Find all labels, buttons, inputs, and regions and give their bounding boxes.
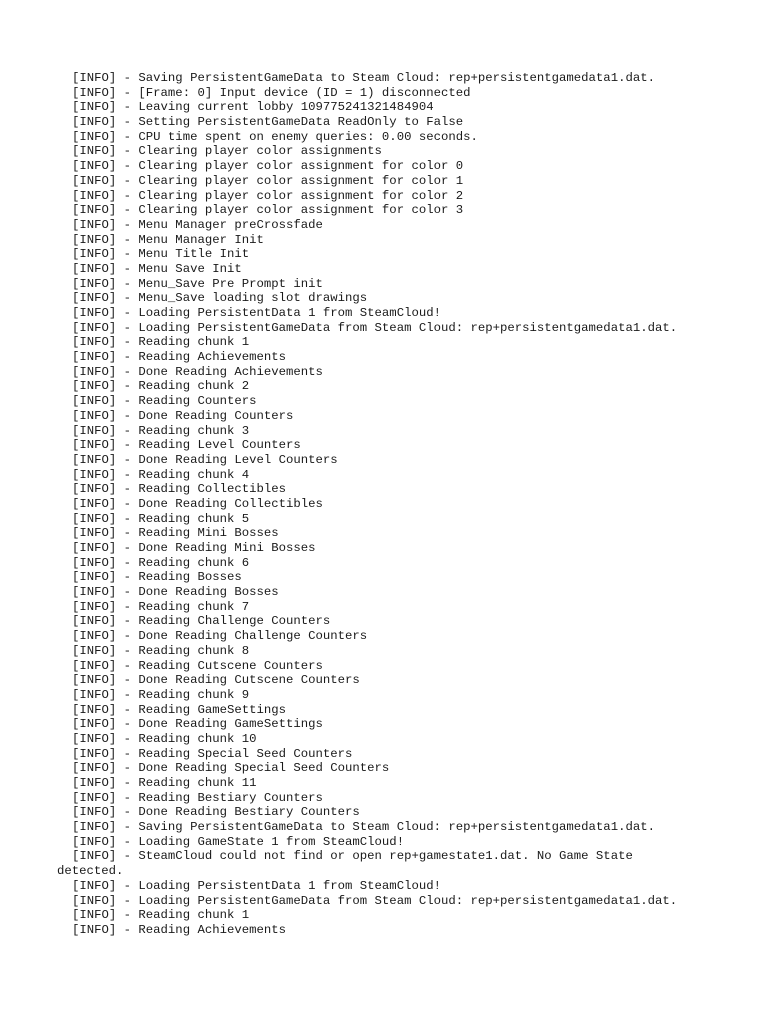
log-line: [INFO] - Reading chunk 6 <box>72 555 250 570</box>
log-line: [INFO] - Reading Achievements <box>72 922 287 937</box>
log-line: [INFO] - Setting PersistentGameData ReadOnly to False <box>72 115 464 130</box>
log-line: [INFO] - Reading chunk 9 <box>72 687 250 702</box>
log-line: [INFO] - Saving PersistentGameData to Steam Cloud: rep+persistentgamedata1.dat. <box>72 71 655 85</box>
log-line: [INFO] - Reading chunk 1 <box>72 908 250 923</box>
log-line: [INFO] - Clearing player color assignment for color 0 <box>72 159 464 174</box>
log-line: [INFO] - Reading Level Counters <box>72 438 301 453</box>
log-line: [INFO] - Reading chunk 7 <box>72 599 250 614</box>
log-line: [INFO] - Reading Cutscene Counters <box>72 658 323 673</box>
log-line: [INFO] - Loading PersistentGameData from Steam Cloud: rep+persistentgamedata1.dat. <box>72 320 678 335</box>
log-line: [INFO] - Leaving current lobby 109775241321484904 <box>72 100 434 115</box>
log-line: [INFO] - Done Reading Cutscene Counters <box>72 673 360 688</box>
log-line: [INFO] - Saving PersistentGameData to Steam Cloud: rep+persistentgamedata1.dat. <box>72 820 655 835</box>
log-line: [INFO] - Reading Bosses <box>72 570 242 585</box>
log-line-continuation: detected. <box>57 864 124 879</box>
log-line: [INFO] - Done Reading Collectibles <box>72 496 323 511</box>
log-line: [INFO] - Loading PersistentData 1 from SteamCloud! <box>72 878 441 893</box>
log-line: [INFO] - Done Reading Mini Bosses <box>72 541 316 555</box>
log-line: [INFO] - Done Reading Bosses <box>72 585 279 600</box>
log-line: [INFO] - Menu Manager preCrossfade <box>72 217 323 232</box>
log-line: [INFO] - Done Reading Achievements <box>72 364 323 379</box>
log-line: [INFO] - Reading chunk 10 <box>72 731 257 746</box>
log-line: [INFO] - Reading Mini Bosses <box>72 526 279 541</box>
log-line: [INFO] - Menu_Save loading slot drawings <box>72 291 368 306</box>
log-line: [INFO] - Menu_Save Pre Prompt init <box>72 276 323 291</box>
log-line: [INFO] - Clearing player color assignment for color 2 <box>72 188 464 203</box>
log-line: [INFO] - Reading Bestiary Counters <box>72 790 323 805</box>
log-line: [INFO] - Done Reading Bestiary Counters <box>72 805 360 820</box>
log-line: [INFO] - Reading Counters <box>72 394 257 409</box>
log-line: [INFO] - Reading chunk 8 <box>72 643 250 658</box>
log-line: [INFO] - Menu Manager Init <box>72 232 264 247</box>
log-line: [INFO] - Loading PersistentData 1 from SteamCloud! <box>72 306 441 320</box>
log-line: [INFO] - Reading chunk 1 <box>72 335 250 350</box>
log-line: [INFO] - Reading Special Seed Counters <box>72 746 353 761</box>
log-line: [INFO] - [Frame: 0] Input device (ID = 1) disconnected <box>72 85 471 100</box>
log-line: [INFO] - Clearing player color assignment for color 3 <box>72 203 464 218</box>
log-line: [INFO] - Reading Achievements <box>72 350 287 365</box>
log-line: [INFO] - Reading chunk 4 <box>72 467 250 482</box>
log-line: [INFO] - Reading GameSettings <box>72 702 287 717</box>
log-line: [INFO] - Menu Title Init <box>72 247 250 262</box>
log-line: [INFO] - Loading GameState 1 from SteamCloud! <box>72 834 405 849</box>
log-page <box>57 71 732 938</box>
log-line: [INFO] - Done Reading Level Counters <box>72 452 338 467</box>
log-line: [INFO] - Reading chunk 5 <box>72 511 250 526</box>
log-line: [INFO] - CPU time spent on enemy queries: 0.00 seconds. <box>72 129 478 144</box>
log-line: [INFO] - Menu Save Init <box>72 261 242 276</box>
log-line: [INFO] - Done Reading Counters <box>72 408 294 423</box>
log-line: [INFO] - Clearing player color assignments <box>72 144 382 159</box>
log-line: [INFO] - Reading Challenge Counters <box>72 614 331 629</box>
log-line: [INFO] - SteamCloud could not find or open rep+gamestate1.dat. No Game State <box>72 849 633 864</box>
log-line: [INFO] - Reading Collectibles <box>72 482 287 497</box>
log-line: [INFO] - Reading chunk 11 <box>72 776 257 790</box>
log-line: [INFO] - Loading PersistentGameData from Steam Cloud: rep+persistentgamedata1.dat. <box>72 893 678 908</box>
log-line: [INFO] - Done Reading GameSettings <box>72 717 323 732</box>
log-line: [INFO] - Reading chunk 3 <box>72 423 250 438</box>
log-line: [INFO] - Done Reading Challenge Counters <box>72 629 368 644</box>
log-line: [INFO] - Reading chunk 2 <box>72 379 250 394</box>
log-line: [INFO] - Done Reading Special Seed Counters <box>72 761 390 776</box>
log-line: [INFO] - Clearing player color assignment for color 1 <box>72 173 464 188</box>
